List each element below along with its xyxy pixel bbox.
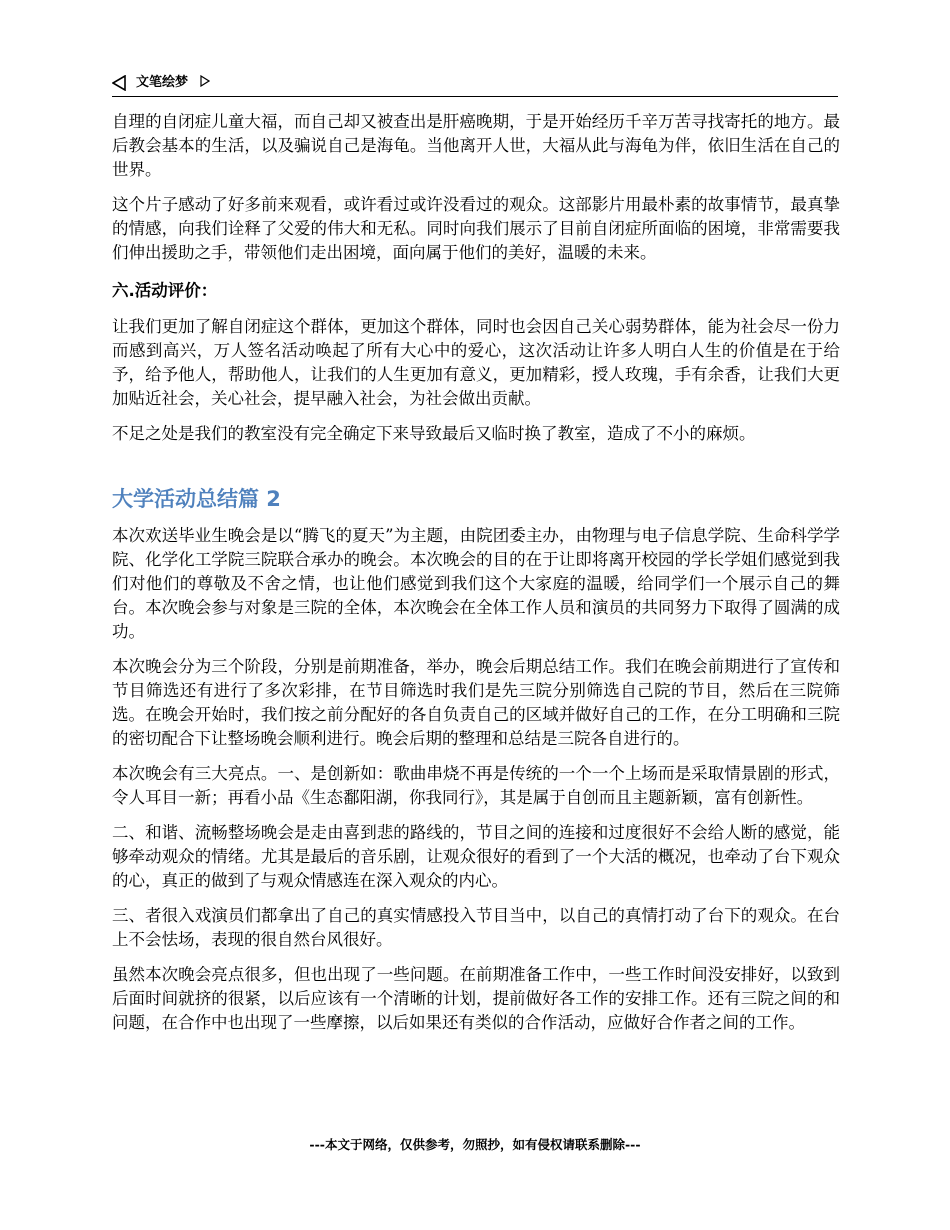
article-title: 大学活动总结篇 2 — [112, 487, 281, 511]
paragraph: 虽然本次晚会亮点很多，但也出现了一些问题。在前期准备工作中，一些工作时间没安排好，以致到后面时间就挤的很紧，以后应该有一个清晰的计划，提前做好各工作的安排工作。还有三院之间的和问题，在合作中也出现了一些摩擦，以后如果还有类似的合作活动，应做好合作者之间的工作。 — [112, 965, 840, 1032]
paragraph: 不足之处是我们的教室没有完全确定下来导致最后又临时换了教室，造成了不小的麻烦。 — [112, 424, 756, 443]
paragraph: 本次晚会分为三个阶段，分别是前期准备，举办，晚会后期总结工作。我们在晚会前期进行了宣传和节目筛选还有进行了多次彩排，在节目筛选时我们是先三院分别筛选自己院的节目，然后在三院筛选。在晚会开始时，我们按之前分配好的各自负责自己的区域并做好自己的工作，在分工明确和三院的密切配合下让整场晚会顺利进行。晚会后期的整理和总结是三院各自进行的。 — [112, 657, 840, 748]
paragraph: 二、和谐、流畅整场晚会是走由喜到悲的路线的，节目之间的连接和过度很好不会给人断的感觉，能够牵动观众的情绪。尤其是最后的音乐剧，让观众很好的看到了一个大活的概况，也牵动了台下观众的心，真正的做到了与观众情感连在深入观众的内心。 — [112, 823, 840, 890]
paragraph: 让我们更加了解自闭症这个群体，更加这个群体，同时也会因自己关心弱势群体，能为社会尽一份力而感到高兴，万人签名活动唤起了所有大心中的爱心，这次活动让许多人明白人生的价值是在于给予，给予他人，帮助他人，让我们的人生更加有意义，更加精彩，授人玫瑰，手有余香，让我们大更加贴近社会，关心社会，提早融入社会，为社会做出贡献。 — [112, 317, 840, 408]
page-footer: ---本文于网络，仅供参考，勿照抄，如有侵权请联系删除--- — [309, 1137, 641, 1152]
page-header — [112, 72, 838, 97]
section-heading: 六.活动评价： — [112, 281, 218, 300]
paragraph: 这个片子感动了好多前来观看，或许看过或许没看过的观众。这部影片用最朴素的故事情节，最真挚的情感，向我们诠释了父爱的伟大和无私。同时向我们展示了目前自闭症所面临的困境，非常需要我们伸出援助之手，带领他们走出困境，面向属于他们的美好，温暖的未来。 — [112, 195, 840, 262]
triangle-right-icon — [200, 75, 210, 87]
paragraph: 本次欢送毕业生晚会是以“腾飞的夏天”为主题，由院团委主办，由物理与电子信息学院、生命科学学院、化学化工学院三院联合承办的晚会。本次晚会的目的在于让即将离开校园的学长学姐们感觉到我们对他们的尊敬及不舍之情，也让他们感觉到我们这个大家庭的温暖，给同学们一个展示自己的舞台。本次晚会参与对象是三院的全体，本次晚会在全体工作人员和演员的共同努力下取得了圆满的成功。 — [112, 526, 840, 641]
paragraph: 三、者很入戏演员们都拿出了自己的真实情感投入节目当中，以自己的真情打动了台下的观众。在台上不会怯场，表现的很自然台风很好。 — [112, 906, 840, 949]
triangle-left-icon — [112, 75, 126, 91]
document-body — [112, 110, 840, 1046]
paragraph: 自理的自闭症儿童大福，而自己却又被查出是肝癌晚期，于是开始经历千辛万苦寻找寄托的地方。最后教会基本的生活，以及骗说自己是海龟。当他离开人世，大福从此与海龟为伴，依旧生活在自己的世界。 — [112, 112, 840, 179]
paragraph: 本次晚会有三大亮点。一、是创新如：歌曲串烧不再是传统的一个一个上场而是采取情景剧的形式，令人耳目一新；再看小品《生态鄱阳湖，你我同行》，其是属于自创而且主题新颖，富有创新性。 — [112, 764, 840, 807]
brand-name: 文笔绘梦 — [136, 75, 189, 90]
